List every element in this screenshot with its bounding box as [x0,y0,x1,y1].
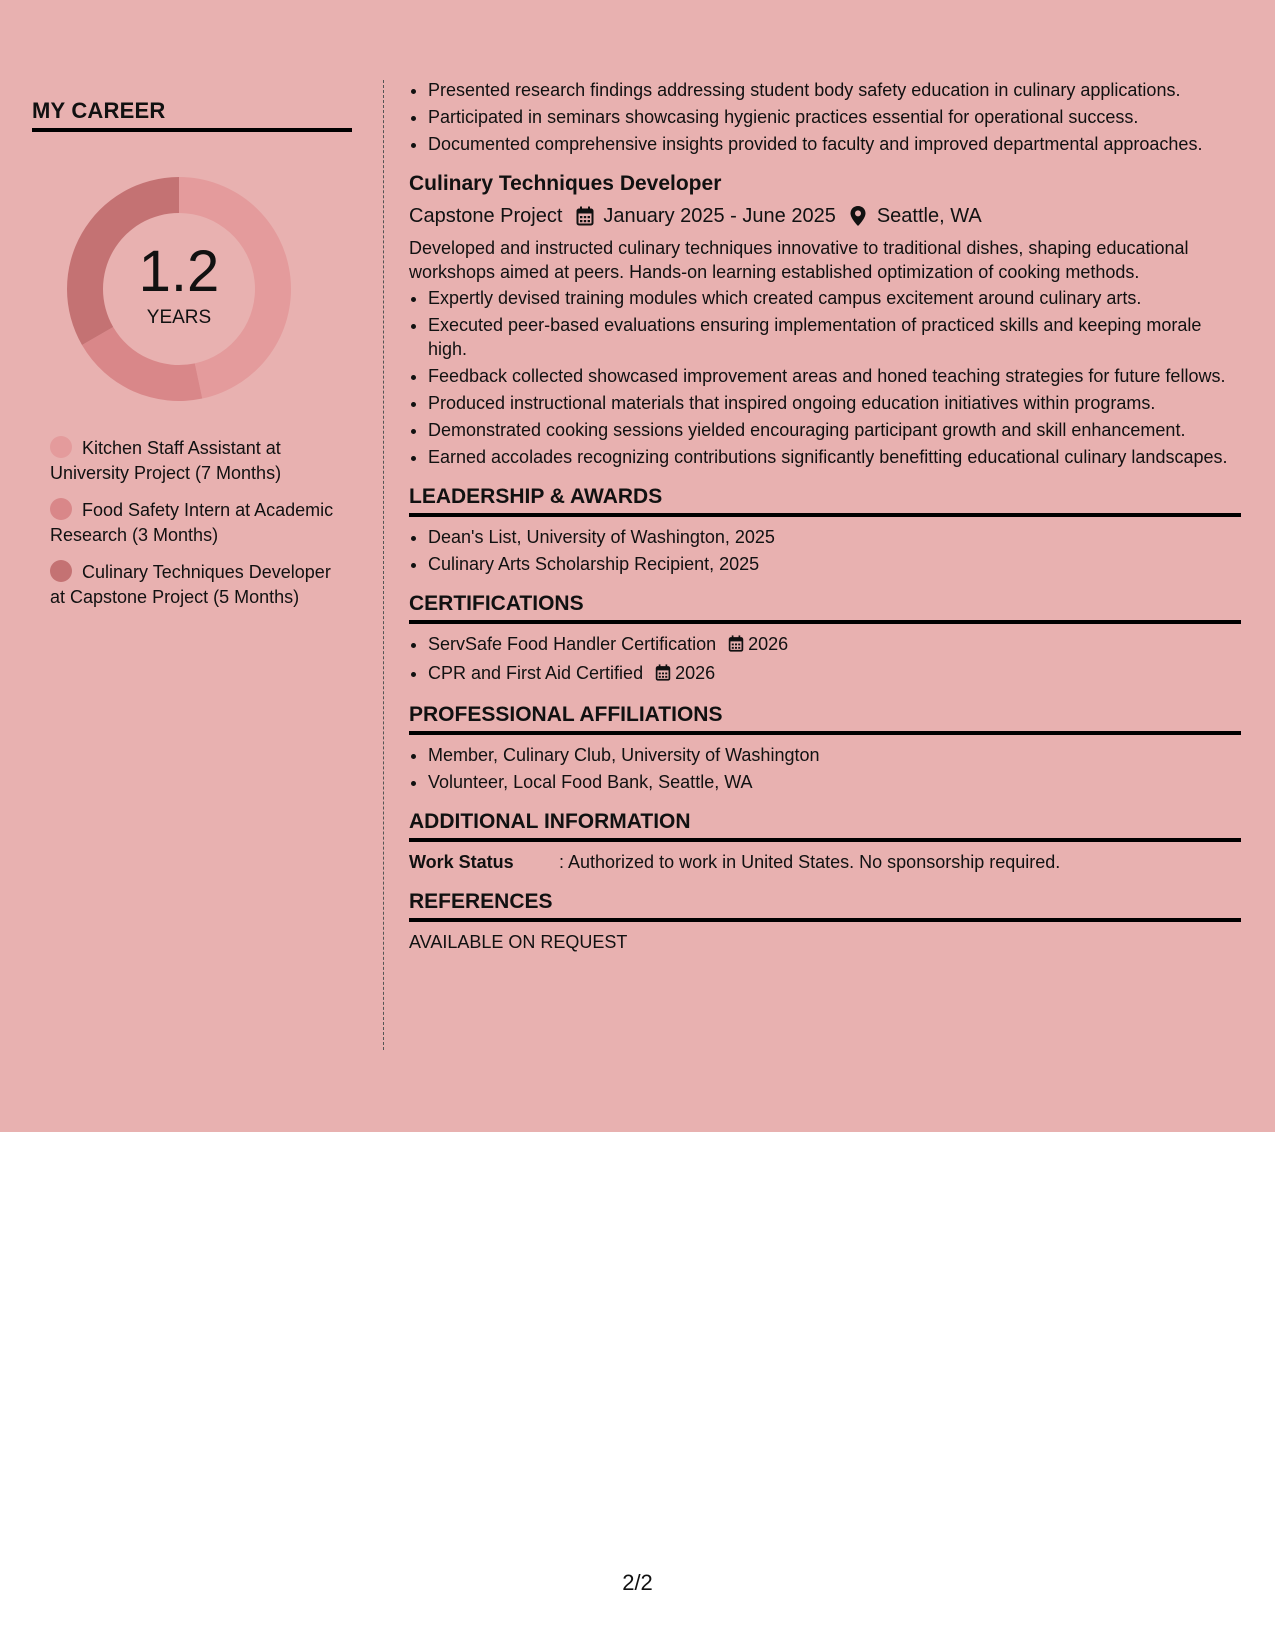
previous-job-bullets [409,78,1241,156]
calendar-icon [728,634,744,658]
list-item: • Volunteer, Local Food Bank, Seattle, WA [428,770,1241,794]
legend-dot [50,498,72,520]
list-item [428,632,1241,658]
certification-year: 2026 [675,663,716,683]
page-number: 2/2 [622,1570,653,1595]
certification-name: ServSafe Food Handler Certification [428,634,717,654]
location-pin-icon [850,206,868,226]
list-item: • Participated in seminars showcasing hygienic practices essential for operational success. [428,105,1241,129]
legend-label: Food Safety Intern at Academic Research (3 Months) [50,500,334,545]
legend-dot [50,560,72,582]
list-item: • Expertly devised training modules which created campus excitement around culinary arts. [428,286,1241,310]
career-legend [50,436,340,610]
legend-item [50,498,340,548]
career-total-unit: YEARS [146,307,212,328]
list-item: • Dean's List, University of Washington, 2025 [428,525,1241,549]
legend-item [50,560,340,610]
leadership-list [409,525,1241,576]
section-title-references: REFERENCES [409,888,1241,922]
section-title-leadership: LEADERSHIP & AWARDS [409,483,1241,517]
list-item: • Presented research findings addressing student body safety education in culinary applications. [428,78,1241,102]
list-item: • Member, Culinary Club, University of Washington [428,743,1241,767]
work-status-value: : Authorized to work in United States. No sponsorship required. [559,852,1061,872]
section-title-additional: ADDITIONAL INFORMATION [409,808,1241,842]
career-donut-chart [66,176,292,402]
legend-label: Culinary Techniques Developer at Capstone Project (5 Months) [50,562,331,607]
affiliations-list [409,743,1241,794]
section-title-affiliations: PROFESSIONAL AFFILIATIONS [409,701,1241,735]
column-divider [383,80,384,1050]
list-item: • Feedback collected showcased improvement areas and honed teaching strategies for future fellows. [428,364,1241,388]
list-item: • Documented comprehensive insights provided to faculty and improved departmental approaches. [428,132,1241,156]
certifications-list [409,632,1241,687]
main-content [409,78,1241,954]
list-item: • Produced instructional materials that inspired ongoing education initiatives within programs. [428,391,1241,415]
calendar-icon [655,663,671,687]
job-dates: January 2025 - June 2025 [603,205,836,227]
references-text: AVAILABLE ON REQUEST [409,932,628,952]
list-item: • Culinary Arts Scholarship Recipient, 2025 [428,552,1241,576]
job-bullets [409,286,1241,469]
calendar-icon [576,206,594,226]
legend-item [50,436,340,486]
list-item: • Earned accolades recognizing contributions significantly benefitting educational culinary landscapes. [428,445,1241,469]
work-status-row [409,850,1241,874]
career-sidebar [32,98,352,622]
list-item [428,661,1241,687]
list-item: • Executed peer-based evaluations ensuring implementation of practiced skills and keeping morale high. [428,313,1241,361]
certification-name: CPR and First Aid Certified [428,663,644,683]
legend-dot [50,436,72,458]
work-status-label: Work Status [409,852,514,872]
donut-center [66,176,292,402]
job-company: Capstone Project [409,205,563,227]
career-total-value: 1.2 [138,239,220,304]
job-title: Culinary Techniques Developer [409,172,722,195]
career-title: MY CAREER [32,98,352,132]
section-title-certifications: CERTIFICATIONS [409,590,1241,624]
job-description: Developed and instructed culinary techniques innovative to traditional dishes, shaping educational workshops aimed at peers. Hands-on learning established optimization of cooking methods. [409,238,1189,282]
certification-year: 2026 [748,634,789,654]
list-item: • Demonstrated cooking sessions yielded encouraging participant growth and skill enhancement. [428,418,1241,442]
job-meta [409,202,1241,230]
job-location: Seattle, WA [876,205,982,227]
legend-label: Kitchen Staff Assistant at University Project (7 Months) [50,438,282,483]
